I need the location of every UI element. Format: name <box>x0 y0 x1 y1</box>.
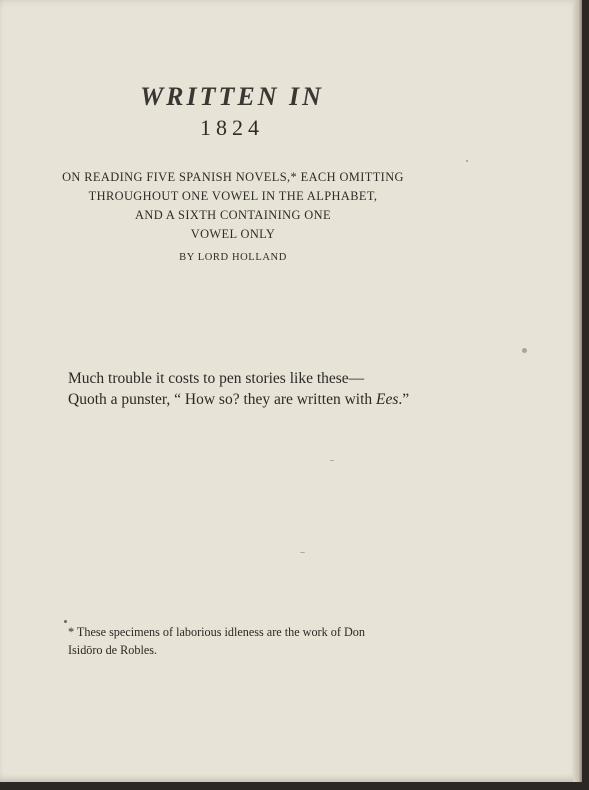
subtitle-line: AND A SIXTH CONTAINING ONE <box>135 208 331 222</box>
footnote-line: Isidōro de Robles. <box>68 643 158 657</box>
subtitle-line: ON READING FIVE SPANISH NOVELS,* EACH OMITTING <box>62 170 404 184</box>
footnote-line: * These specimens of laborious idleness are the work of Don <box>68 625 365 639</box>
paper-speck <box>522 348 527 353</box>
verse-text: .” <box>398 391 410 408</box>
page-title: WRITTEN IN <box>140 82 324 111</box>
subtitle-block <box>0 168 466 244</box>
author-byline: BY LORD HOLLAND <box>179 252 287 263</box>
verse-block <box>68 368 409 410</box>
verse-line: Much trouble it costs to pen stories like these— <box>68 370 365 387</box>
paper-speck <box>466 160 468 162</box>
page-edge <box>573 0 582 782</box>
paper-speck <box>64 620 67 623</box>
subtitle-line: THROUGHOUT ONE VOWEL IN THE ALPHABET, <box>88 189 378 203</box>
year-heading: 1824 <box>200 115 264 140</box>
paper-speck <box>330 460 334 461</box>
verse-text: Quoth a punster, “ How so? they are written with <box>68 391 377 408</box>
subtitle-line: VOWEL ONLY <box>190 227 276 241</box>
verse-italic-word: Ees <box>376 391 399 408</box>
footnote <box>68 623 418 659</box>
verse-line <box>68 389 409 410</box>
paper-speck <box>300 552 305 553</box>
